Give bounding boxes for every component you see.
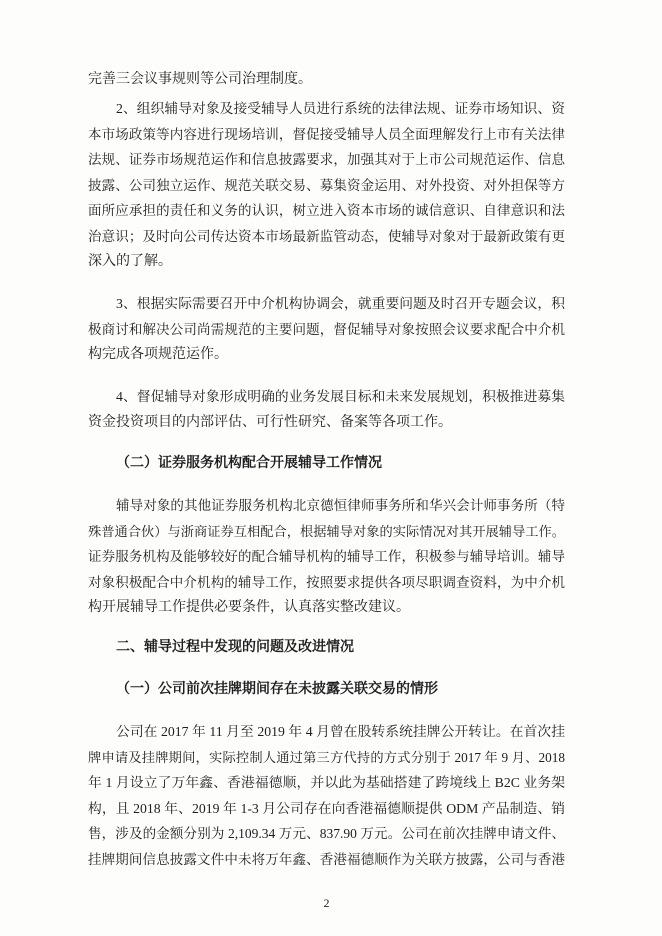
text-line: 极商讨和解决公司尚需规范的主要问题，督促辅导对象按照会议要求配合中介机 [88,321,565,337]
section-2-heading: （二）证券服务机构配合开展辅导工作情况 [116,456,382,471]
part-2-heading: 二、辅导过程中发现的问题及改进情况 [116,640,354,655]
text-line: 挂牌期间信息披露文件中未将万年鑫、香港福德顺作为关联方披露，公司与香港 [88,851,565,867]
page-number: 2 [323,896,330,910]
text-line: 资金投资项目的内部评估、可行性研究、备案等各项工作。 [88,414,452,430]
issue-1-heading: （一）公司前次挂牌期间存在未披露关联交易的情形 [116,682,438,697]
text-line: 构，且 2018 年、2019 年 1-3 月公司存在向香港福德顺提供 ODM 产品制造、销 [88,800,565,816]
text-line: 证券服务机构及能够较好的配合辅导机构的辅导工作，积极参与辅导培训。辅导 [88,549,565,564]
text-line: 2、组织辅导对象及接受辅导人员进行系统的法律法规、证券市场知识、资 [116,101,565,116]
text-line: 治意识；及时向公司传达资本市场最新监管动态，使辅导对象对于最新政策有更 [88,228,565,244]
paragraph-item-4 [88,384,565,435]
text-line: 披露、公司独立运作、规范关联交易、募集资金运用、对外投资、对外担保等方 [88,177,565,193]
subsection-heading [88,677,565,703]
text-line: 殊普通合伙）与浙商证券互相配合，根据辅导对象的实际情况对其开展辅导工作。 [88,523,565,539]
text-line: 售，涉及的金额分别为 2,109.34 万元、837.90 万元。公司在前次挂牌申请文件、 [88,826,565,841]
paragraph-continuation [88,67,565,93]
text-line: 本市场政策等内容进行现场培训，督促接受辅导人员全面理解发行上市有关法律 [88,126,565,142]
text-line: 构完成各项规范运作。 [88,347,228,362]
text-line: 牌申请及挂牌期间，实际控制人通过第三方代持的方式分别于 2017 年 9 月、2018 [88,749,565,765]
text-line: 3、根据实际需要召开中介机构协调会，就重要问题及时召开专题会议，积 [116,296,565,311]
text-line: 深入的了解。 [88,254,172,269]
text-line: 年 1 月设立了万年鑫、香港福德顺，并以此为基础搭建了跨境线上 B2C 业务架 [88,775,565,790]
section-heading [88,451,565,477]
paragraph-item-2 [88,96,565,275]
text-line: 法规、证券市场规范运作和信息披露要求，加强其对于上市公司规范运作、信息 [88,152,565,167]
part-heading [88,635,565,661]
text-line: 对象积极配合中介机构的辅导工作，按照要求提供各项尽职调查资料，为中介机 [88,574,565,590]
text-line: 构开展辅导工作提供必要条件，认真落实整改建议。 [88,600,410,615]
text-line: 4、督促辅导对象形成明确的业务发展目标和未来发展规划，积极推进募集 [116,389,565,404]
paragraph-section-2-body [88,493,565,621]
paragraph-issue-1-body [88,719,565,872]
text-line: 面所应承担的责任和义务的认识，树立进入资本市场的诚信意识、自律意识和法 [88,203,565,218]
text-line: 完善三会议事规则等公司治理制度。 [88,72,312,87]
text-line: 公司在 2017 年 11 月至 2019 年 4 月曾在股转系统挂牌公开转让。在首次挂 [116,724,565,739]
text-line: 辅导对象的其他证券服务机构北京德恒律师事务所和华兴会计师事务所（特 [116,498,565,513]
paragraph-item-3 [88,291,565,368]
